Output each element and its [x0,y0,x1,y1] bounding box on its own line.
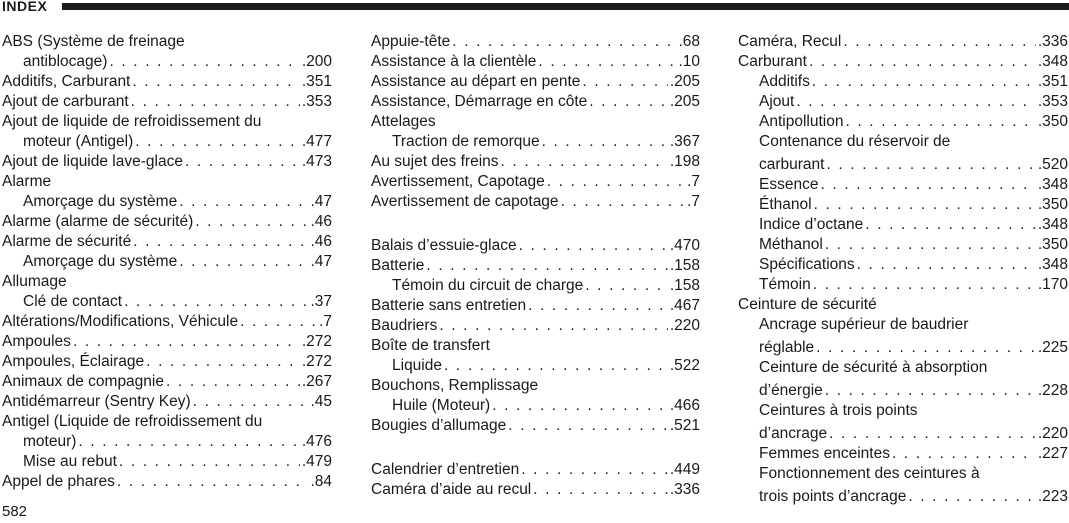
dot-leader [820,175,1035,195]
index-entry-page: .348 [1037,53,1068,70]
index-entry-label: Éthanol [759,196,812,213]
dot-leader [146,352,300,372]
index-entry [2,112,332,132]
index-entry [371,256,700,276]
index-entry-page: .350 [1037,236,1068,253]
index-entry-label: Ceinture de sécurité [738,296,877,313]
index-entry-page: .466 [669,397,700,414]
index-entry-page: .47 [310,193,332,210]
index-entry-page: .522 [669,357,700,374]
dot-leader [508,416,668,436]
index-entry-label: Assistance à la clientèle [371,53,537,70]
index-entry-page: .7 [687,173,700,190]
index-entry [738,235,1068,255]
index-entry-page: .348 [1037,256,1068,273]
index-entry-label: Batterie [371,257,425,274]
index-entry [2,92,332,112]
index-entry [738,421,1068,444]
index-entry [738,484,1068,507]
dot-leader [133,232,308,252]
index-entry-label: Bouchons, Remplissage [371,377,539,394]
index-entry [2,32,332,52]
index-entry-page: .351 [1037,73,1068,90]
dot-leader [542,132,668,152]
index-entry [371,236,700,256]
index-entry-label: Ceintures à trois points [759,402,918,419]
index-entry-page: .170 [1037,276,1068,293]
index-entry-label: Ampoules, Éclairage [2,353,145,370]
index-entry-label: Altérations/Modifications, Véhicule [2,313,239,330]
dot-leader [78,432,299,452]
index-entry-page: .470 [669,237,700,254]
index-entry [738,112,1068,132]
dot-leader [908,487,1035,507]
dot-leader [829,424,1036,444]
index-entry-page: .205 [669,73,700,90]
index-entry [738,215,1068,235]
index-entry-label: Amorçage du système [23,253,178,270]
index-entry-label: Liquide [392,357,442,374]
dot-leader [845,112,1035,132]
dot-leader [131,92,300,112]
dot-leader [843,32,1035,52]
index-entry-label: Caméra, Recul [738,33,842,50]
index-entry-page: .7 [319,313,332,330]
index-entry-label: Caméra d’aide au recul [371,481,532,498]
index-entry [738,464,1068,484]
header-rule [62,3,1069,10]
index-entry-label: Antidémarreur (Sentry Key) [2,393,191,410]
dot-leader [195,212,308,232]
index-entry-label: d’ancrage [759,425,828,442]
index-entry [2,332,332,352]
index-entry-page: .47 [310,253,332,270]
index-entry-label: Ceinture de sécurité à absorption [759,359,988,376]
dot-leader [582,72,667,92]
index-entry-label: Assistance au départ en pente [371,73,581,90]
dot-leader [892,444,1036,464]
index-entry [2,192,332,212]
dot-leader [865,215,1036,235]
index-entry-label: Antipollution [759,113,844,130]
index-entry [2,152,332,172]
index-entry-page: .367 [669,133,700,150]
index-entry-label: Ajout [759,93,795,110]
index-entry-label: Calendrier d’entretien [371,461,520,478]
index-entry-label: Carburant [738,53,807,70]
index-entry-label: Ampoules [2,333,71,350]
index-entry [738,444,1068,464]
index-entry-page: .200 [301,53,332,70]
dot-leader [185,152,300,172]
index-entry-label: moteur (Antigel) [23,133,134,150]
page-number: 582 [2,503,28,520]
index-entry-label: Appuie-tête [371,33,451,50]
index-entry-page: .46 [310,213,332,230]
index-entry [2,392,332,412]
index-header [0,0,1069,14]
dot-leader [426,256,667,276]
index-entry-label: Assistance, Démarrage en côte [371,93,588,110]
index-entry-label: Ancrage supérieur de baudrier [759,316,969,333]
dot-leader [826,155,1035,175]
index-entry-label: Avertissement de capotage [371,193,559,210]
dot-leader [439,316,667,336]
index-entry-label: Ajout de carburant [2,93,129,110]
index-entry-label: Alarme de sécurité [2,233,132,250]
dot-leader [452,32,676,52]
dot-leader [589,92,668,112]
dot-leader [547,172,685,192]
dot-leader [132,72,299,92]
dot-leader [444,356,668,376]
index-entry-page: .158 [669,257,700,274]
index-entry-page: .37 [310,293,332,310]
index-entry [2,312,332,332]
index-entry-page: .228 [1037,382,1068,399]
dot-leader [240,312,317,332]
dot-leader [73,332,300,352]
index-entry-page: .267 [301,373,332,390]
index-entry-label: Spécifications [759,256,855,273]
index-entry-label: Appel de phares [2,473,115,490]
index-entry-label: Fonctionnement des ceintures à [759,465,980,482]
dot-leader [816,338,1036,358]
index-entry-page: .467 [669,297,700,314]
index-entry [738,358,1068,378]
index-entry-label: Alarme (alarme de sécurité) [2,213,194,230]
index-entry-label: Mise au rebut [23,453,117,470]
index-entry [371,172,700,192]
index-entry-page: .223 [1037,488,1068,505]
index-entry-page: .84 [310,473,332,490]
index-entry [738,195,1068,215]
index-column-2 [371,32,700,500]
index-entry-page: .353 [1037,93,1068,110]
index-entry [738,335,1068,358]
index-entry-page: .473 [301,153,332,170]
index-entry-label: carburant [759,156,825,173]
index-entry-page: .350 [1037,196,1068,213]
index-entry [371,152,700,172]
index-entry [371,296,700,316]
index-entry-page: .7 [687,193,700,210]
index-entry [738,255,1068,275]
index-entry [2,132,332,152]
index-entry-label: Témoin du circuit de charge [392,277,584,294]
index-entry-page: .68 [678,33,700,50]
index-entry [738,401,1068,421]
index-entry-label: Alarme [2,173,52,190]
dot-leader [825,235,1036,255]
index-entry [2,472,332,492]
index-entry-label: Antigel (Liquide de refroidissement du [2,413,263,430]
dot-leader [857,255,1036,275]
index-column-3 [738,32,1068,507]
index-entry-label: Contenance du réservoir de [759,133,951,150]
index-entry-page: .353 [301,93,332,110]
dot-leader [519,236,668,256]
index-entry-page: .477 [301,133,332,150]
dot-leader [528,296,668,316]
index-entry-page: .45 [310,393,332,410]
dot-leader [124,292,308,312]
dot-leader [179,192,308,212]
index-entry [371,356,700,376]
index-entry [738,52,1068,72]
index-title: INDEX [2,0,48,14]
dot-leader [501,152,668,172]
index-entry [738,295,1068,315]
dot-leader [533,480,668,500]
index-entry-label: Additifs, Carburant [2,73,131,90]
index-entry-label: Huile (Moteur) [392,397,491,414]
index-entry-label: Témoin [759,276,811,293]
index-entry [371,32,700,52]
dot-leader [538,52,676,72]
index-entry-label: Ajout de liquide lave-glace [2,153,183,170]
index-entry-page: .351 [301,73,332,90]
index-entry-page: .220 [1037,425,1068,442]
index-column-1 [2,32,332,492]
index-entry [738,275,1068,295]
dot-leader [179,252,308,272]
index-entry [2,412,332,432]
index-entry [738,92,1068,112]
index-entry [2,372,332,392]
index-entry-label: Indice d’octane [759,216,864,233]
index-entry-label: réglable [759,339,815,356]
index-entry-page: .479 [301,453,332,470]
index-entry-label: ABS (Système de freinage [2,33,185,50]
index-entry-page: .46 [310,233,332,250]
index-entry [738,32,1068,52]
dot-leader [135,132,300,152]
index-entry-page: .227 [1037,445,1068,462]
dot-leader [119,452,300,472]
index-entry-label: antiblocage) [23,53,108,70]
index-entry-page: .520 [1037,156,1068,173]
index-entry-label: moteur) [23,433,77,450]
index-entry-label: Femmes enceintes [759,445,890,462]
index-entry-page: .198 [669,153,700,170]
index-entry-label: Avertissement, Capotage [371,173,545,190]
index-entry-page: .476 [301,433,332,450]
index-entry [738,378,1068,401]
index-entry-label: Balais d’essuie-glace [371,237,517,254]
dot-leader [117,472,309,492]
index-entry [371,460,700,480]
index-entry [371,276,700,296]
index-entry-label: Boîte de transfert [371,337,490,354]
index-entry-label: Batterie sans entretien [371,297,527,314]
index-entry [371,192,700,212]
dot-leader [166,372,300,392]
index-entry-label: Attelages [371,113,436,130]
index-entry [2,452,332,472]
index-entry-page: .449 [669,461,700,478]
dot-leader [585,276,668,296]
index-entry [371,72,700,92]
index-entry-page: .10 [678,53,700,70]
index-entry [371,316,700,336]
index-entry-page: .272 [301,353,332,370]
index-entry [2,292,332,312]
index-entry-label: Essence [759,176,819,193]
dot-leader [561,192,686,212]
index-entry-label: Traction de remorque [392,133,540,150]
index-entry [371,396,700,416]
index-entry-label: Baudriers [371,317,438,334]
index-entry-label: trois points d’ancrage [759,488,907,505]
index-entry [2,252,332,272]
index-entry [738,152,1068,175]
index-entry [371,52,700,72]
index-entry-page: .272 [301,333,332,350]
index-entry [371,336,700,356]
index-entry-label: Additifs [759,73,810,90]
index-entry [2,352,332,372]
index-entry [738,315,1068,335]
index-entry-label: Bougies d’allumage [371,417,507,434]
index-entry [371,112,700,132]
index-entry-label: Ajout de liquide de refroidissement du [2,113,262,130]
index-entry-page: .336 [669,481,700,498]
index-entry-page: .521 [669,417,700,434]
index-entry-page: .205 [669,93,700,110]
index-entry-page: .220 [669,317,700,334]
dot-leader [812,72,1036,92]
dot-leader [813,275,1036,295]
dot-leader [193,392,309,412]
index-entry [738,132,1068,152]
index-entry [371,480,700,500]
index-entry [371,416,700,436]
index-entry-page: .348 [1037,176,1068,193]
index-entry-label: Clé de contact [23,293,123,310]
index-entry-label: Amorçage du système [23,193,178,210]
index-entry-page: .348 [1037,216,1068,233]
dot-leader [492,396,668,416]
index-entry [371,376,700,396]
index-entry-label: d’énergie [759,382,823,399]
index-entry [2,72,332,92]
index-entry-label: Animaux de compagnie [2,373,164,390]
dot-leader [814,195,1036,215]
index-entry-label: Allumage [2,273,67,290]
dot-leader [521,460,668,480]
index-entry [2,212,332,232]
index-entry [2,232,332,252]
dot-leader [796,92,1035,112]
index-entry-page: .350 [1037,113,1068,130]
index-entry [2,272,332,292]
index-entry [2,432,332,452]
index-entry [738,175,1068,195]
index-entry-label: Au sujet des freins [371,153,499,170]
dot-leader [809,52,1036,72]
index-entry-page: .225 [1037,339,1068,356]
index-entry [2,52,332,72]
index-entry [371,92,700,112]
dot-leader [109,52,299,72]
index-entry-label: Méthanol [759,236,823,253]
index-entry-page: .336 [1037,33,1068,50]
index-entry [738,72,1068,92]
dot-leader [825,381,1036,401]
index-entry-page: .158 [669,277,700,294]
index-entry [371,132,700,152]
index-entry [2,172,332,192]
